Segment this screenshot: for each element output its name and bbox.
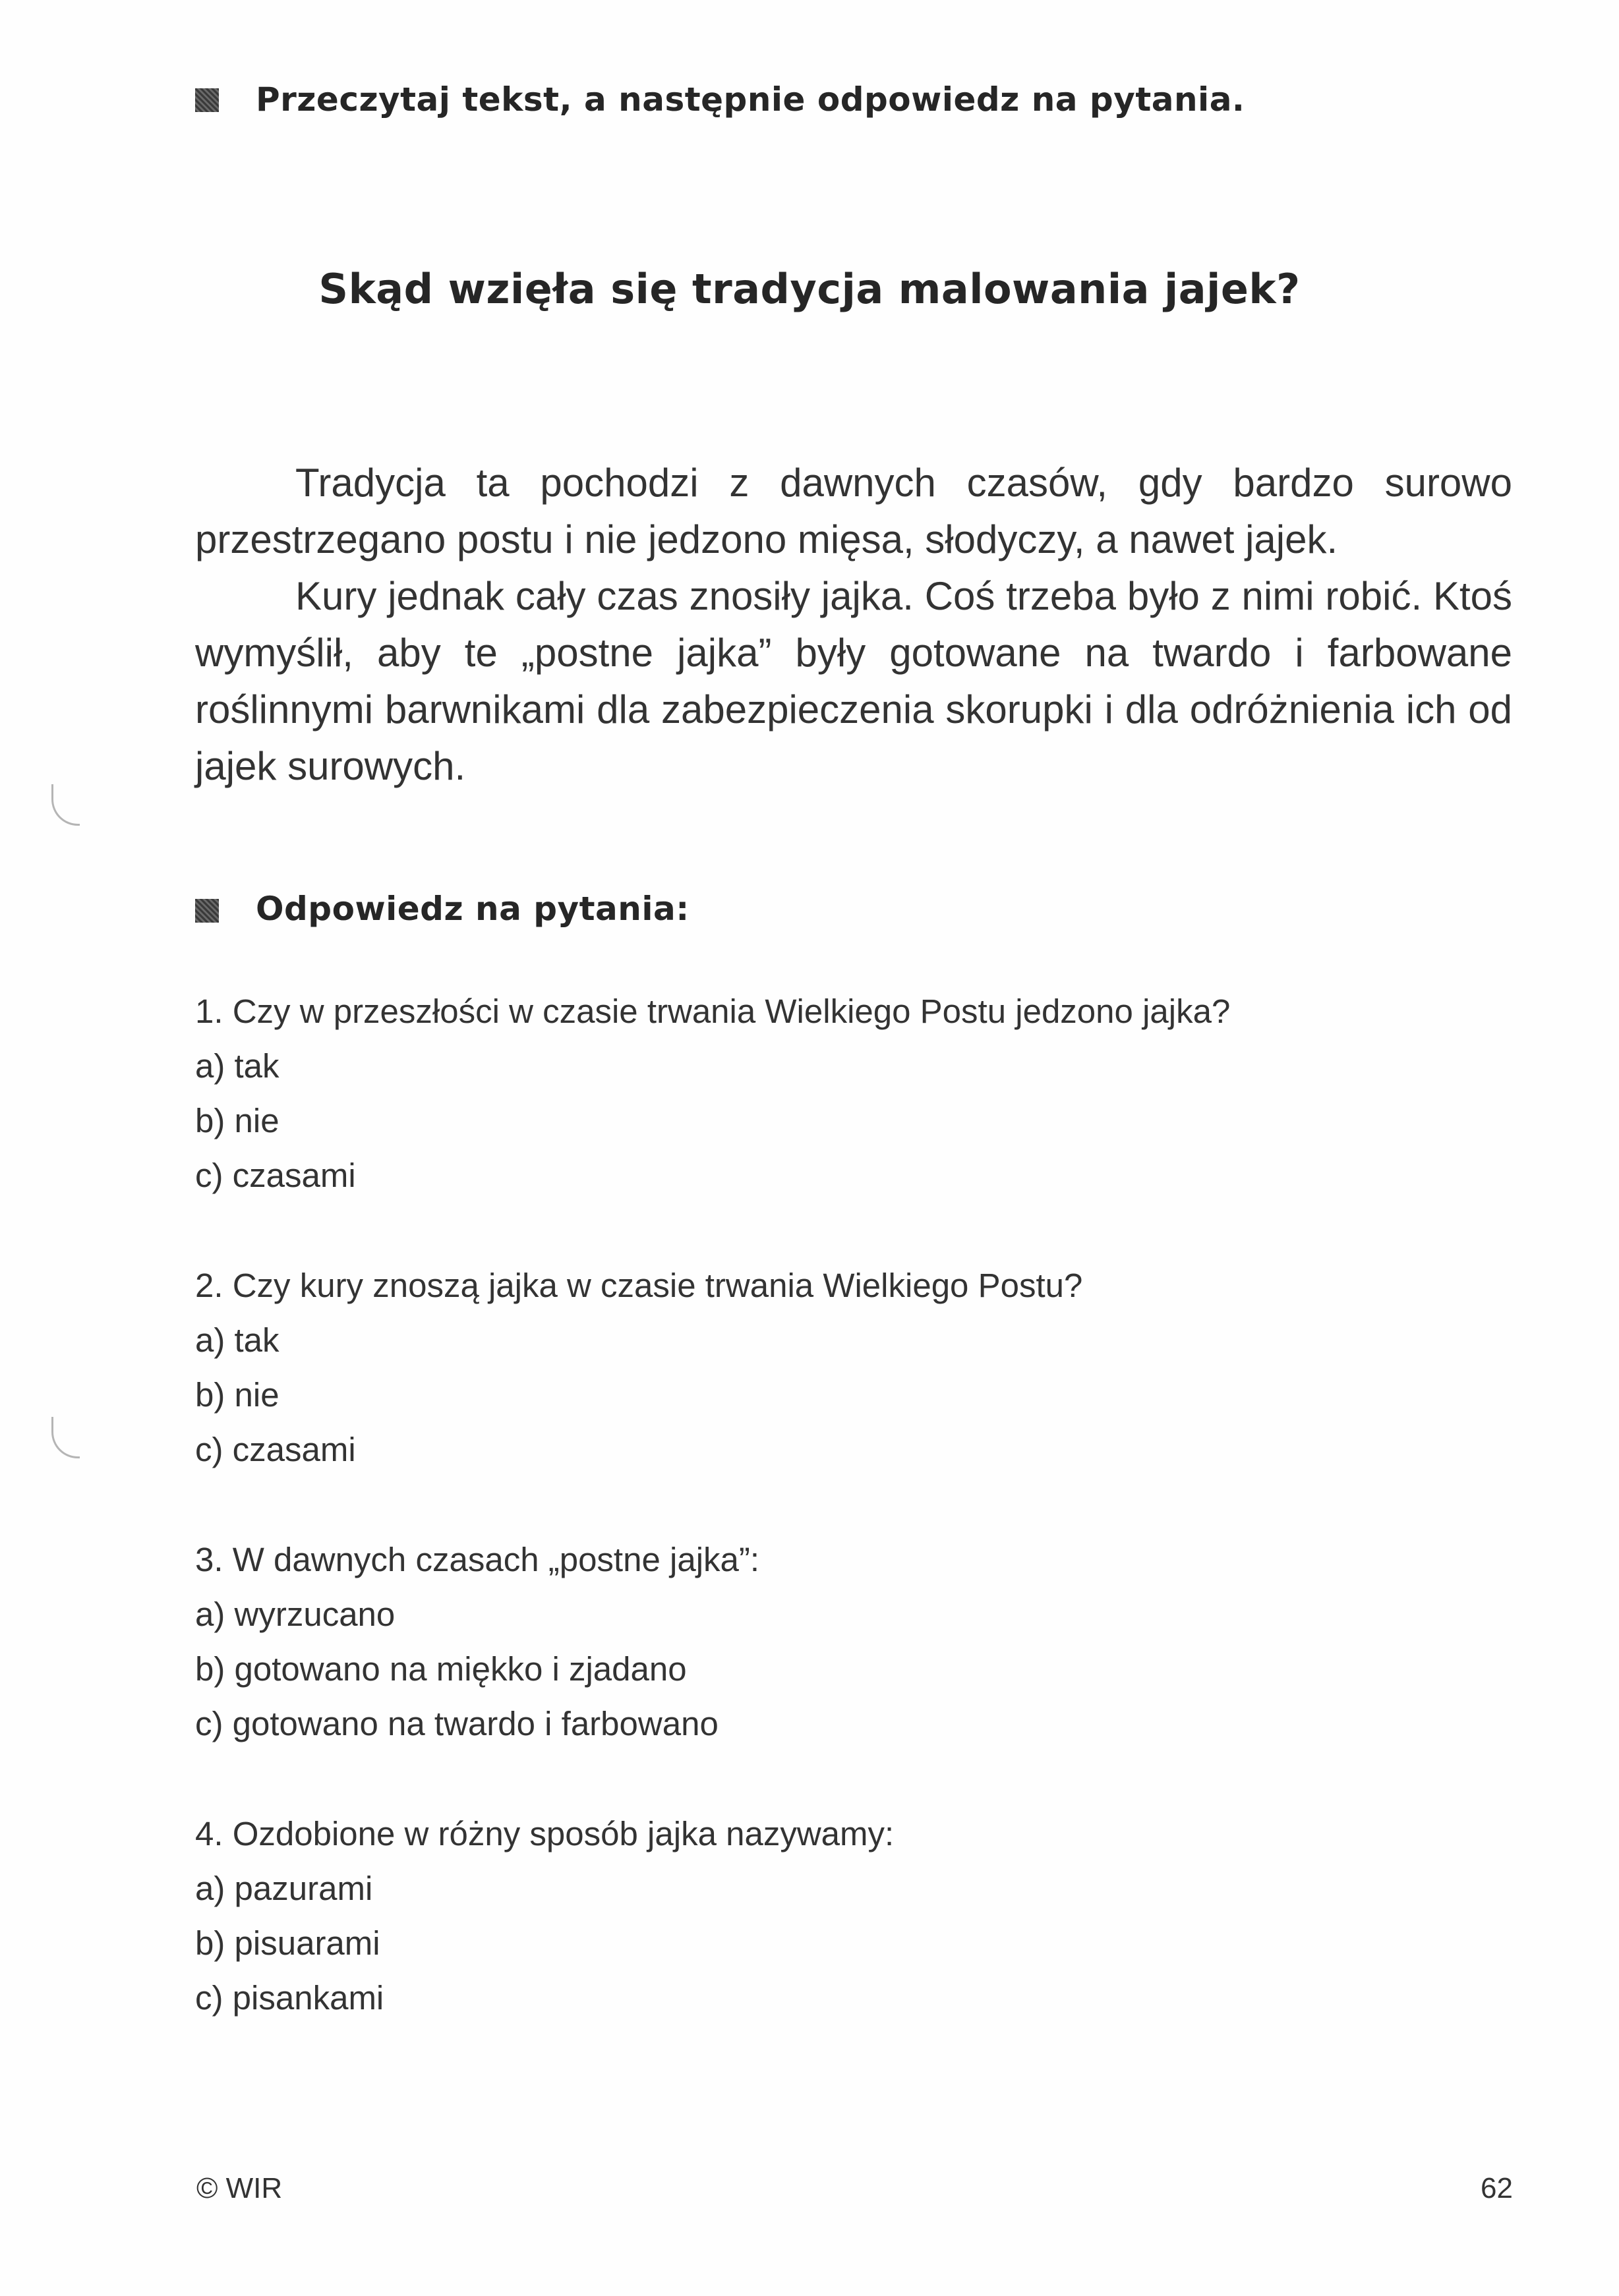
answer-option: c) czasami: [195, 1157, 356, 1194]
answer-option: b) gotowano na miękko i zjadano: [195, 1650, 687, 1688]
question-3: [195, 1532, 759, 1751]
paragraph-2: Kury jednak cały czas znosiły jajka. Coś trzeba było z nimi robić. Ktoś wymyślił, aby te „postne jajka” były gotowane na twardo i farbowane roślinnymi barwnikami dla zabezpieczenia skorupki i dla odróżnienia ich od jajek surowych.: [195, 574, 1512, 788]
question-text: 1. Czy w przeszłości w czasie trwania Wielkiego Postu jedzono jajka?: [195, 992, 1231, 1030]
question-text: 2. Czy kury znoszą jajka w czasie trwania Wielkiego Postu?: [195, 1267, 1083, 1304]
answer-option: b) nie: [195, 1102, 280, 1139]
page-title: Skąd wzięła się tradycja malowania jajek?: [318, 265, 1301, 313]
answer-option: a) tak: [195, 1321, 280, 1359]
answer-option: c) gotowano na twardo i farbowano: [195, 1705, 719, 1742]
answer-option: a) wyrzucano: [195, 1595, 396, 1633]
square-bullet-icon: [195, 899, 219, 923]
copyright-footer: © WIR: [196, 2172, 283, 2204]
answer-option: c) pisankami: [195, 1979, 384, 2017]
question-2: [195, 1258, 1082, 1477]
binder-hole-mark-top: [51, 784, 80, 826]
question-4: [195, 1806, 894, 2025]
binder-hole-mark-bottom: [51, 1417, 80, 1458]
questions-heading: Odpowiedz na pytania:: [256, 890, 690, 928]
question-1: [195, 984, 1230, 1203]
answer-option: b) pisuarami: [195, 1924, 380, 1962]
question-text: 4. Ozdobione w różny sposób jajka nazywamy:: [195, 1815, 895, 1852]
paragraph-1: Tradycja ta pochodzi z dawnych czasów, gdy bardzo surowo przestrzegano postu i nie jedzono mięsa, słodyczy, a nawet jajek.: [195, 461, 1512, 561]
square-bullet-icon: [195, 88, 219, 112]
reading-text: [195, 455, 1512, 795]
page-number: 62: [1481, 2172, 1513, 2204]
answer-option: a) pazurami: [195, 1870, 373, 1907]
question-text: 3. W dawnych czasach „postne jajka”:: [195, 1541, 760, 1578]
instruction-heading: Przeczytaj tekst, a następnie odpowiedz na pytania.: [256, 80, 1245, 119]
answer-option: b) nie: [195, 1376, 280, 1414]
answer-option: a) tak: [195, 1047, 280, 1085]
answer-option: c) czasami: [195, 1431, 356, 1468]
